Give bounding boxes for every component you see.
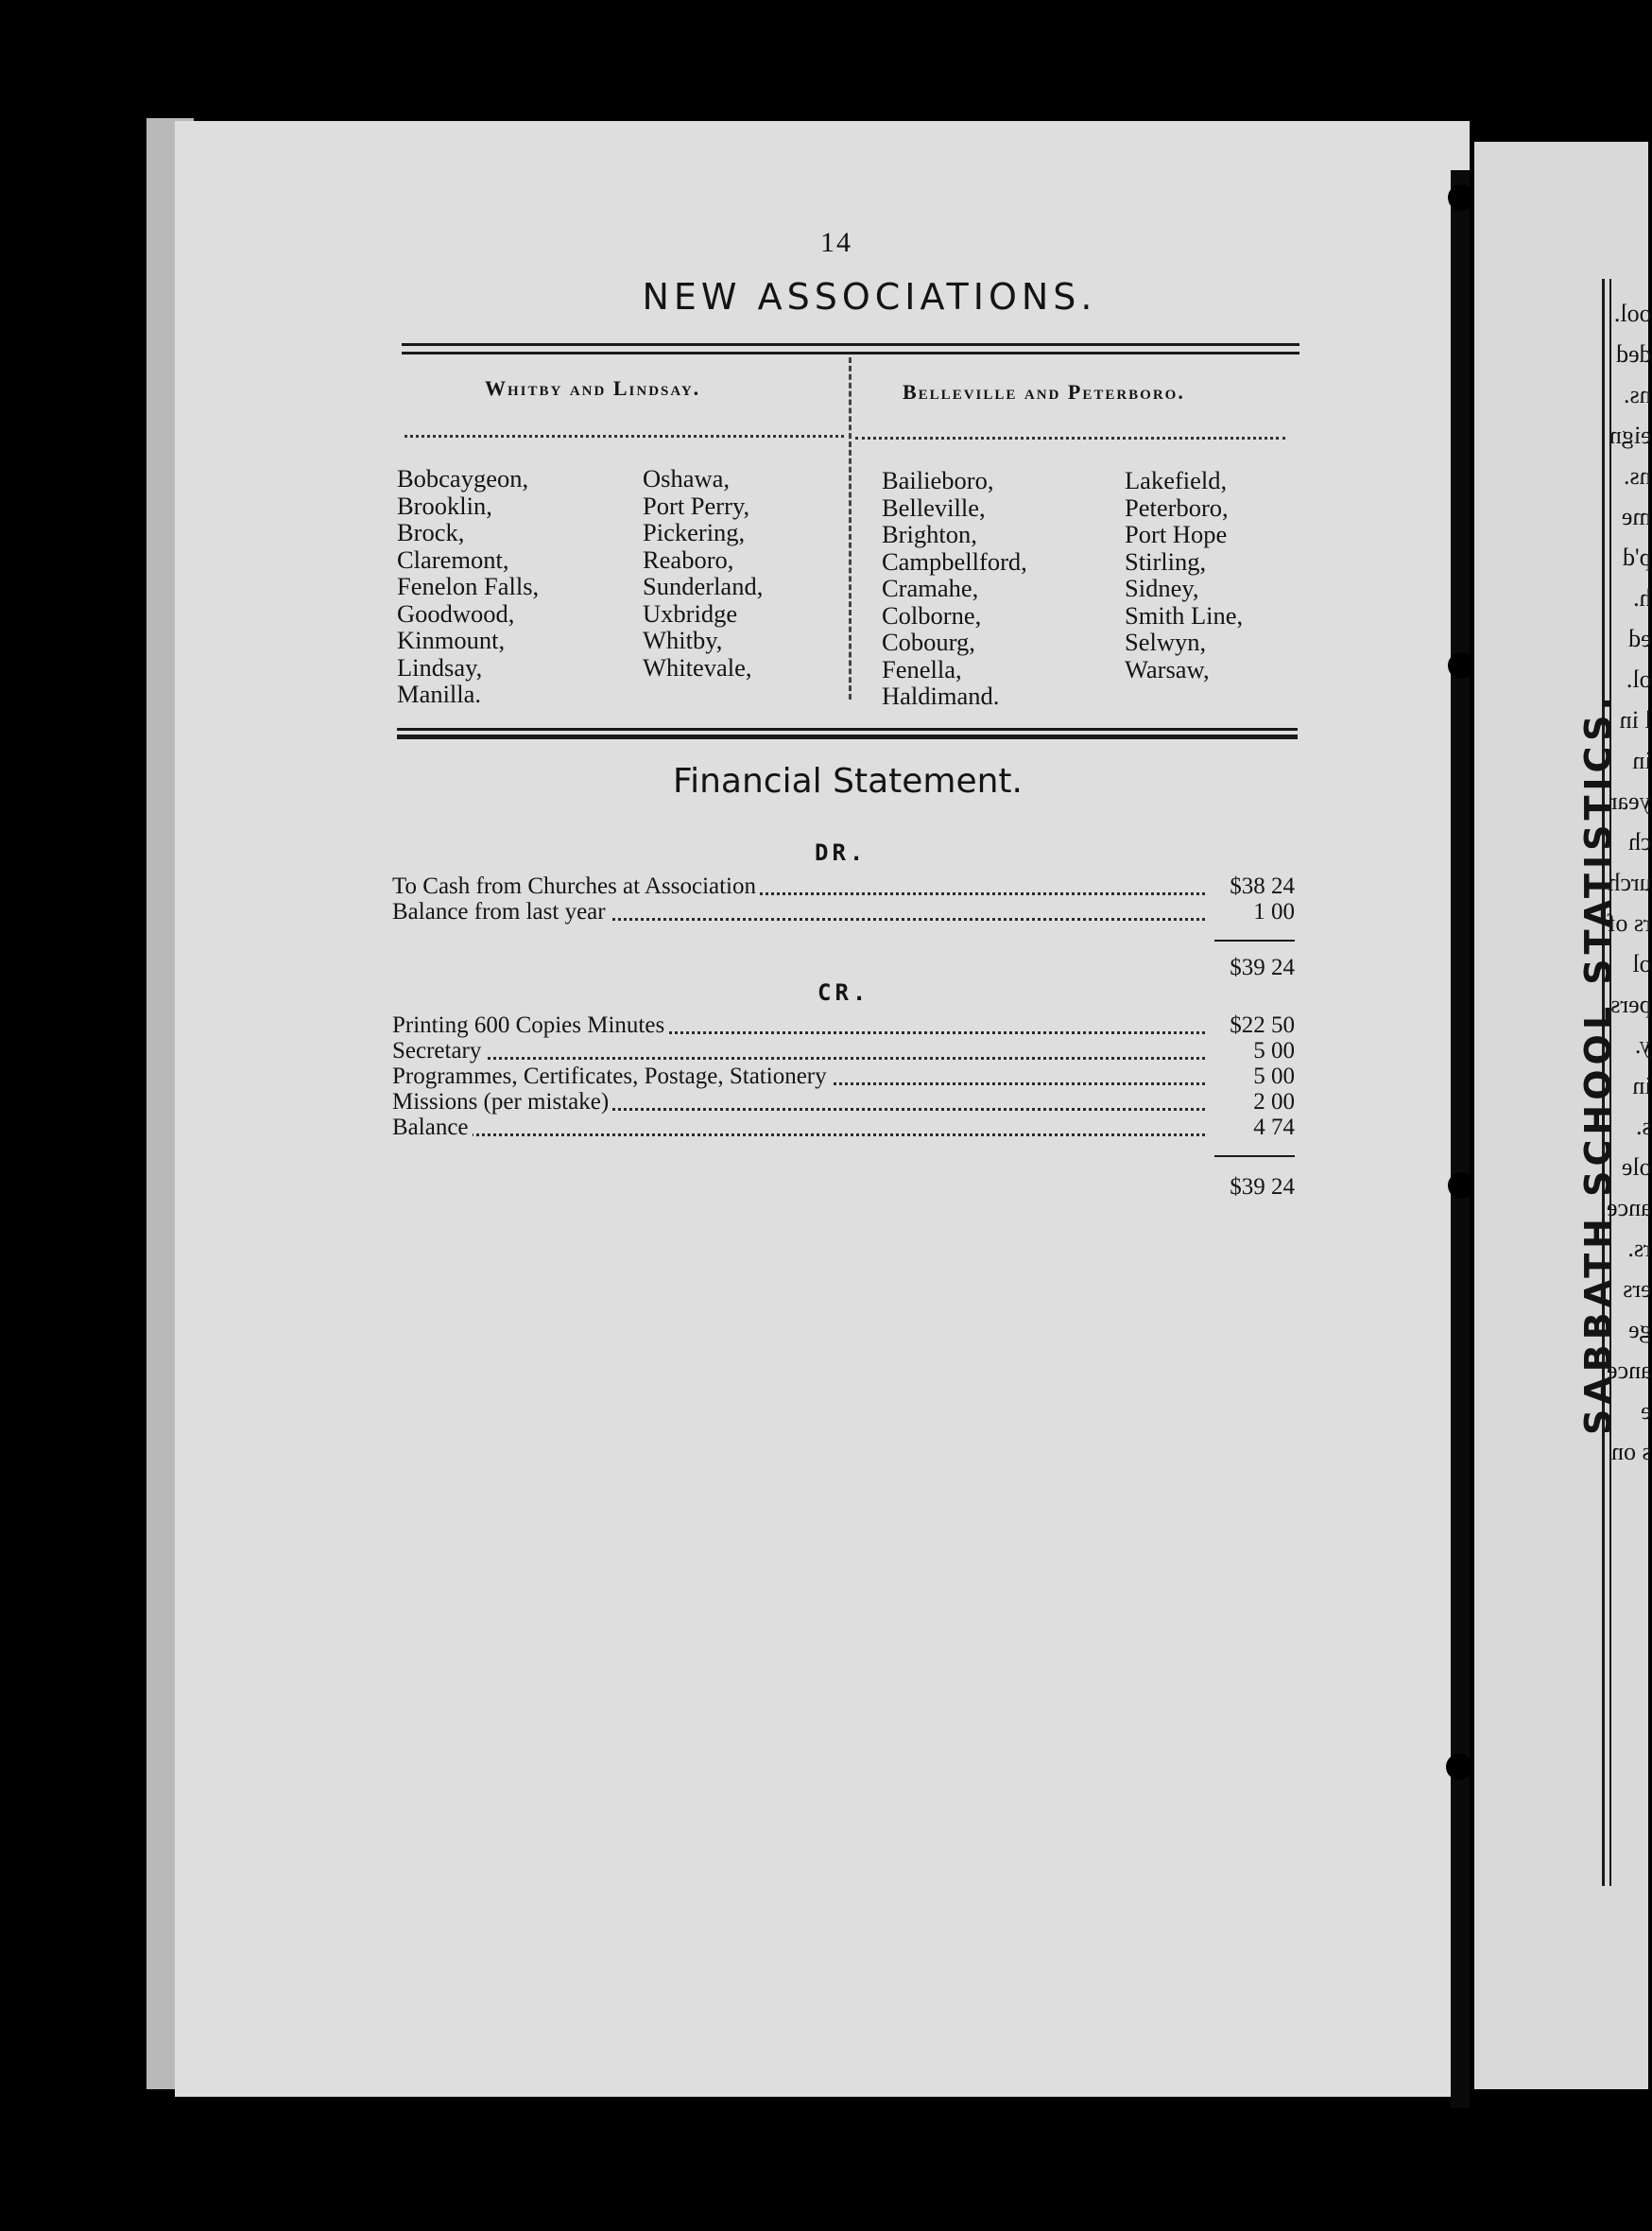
fragment: me xyxy=(1621,503,1652,530)
entry-label: Printing 600 Copies Minutes xyxy=(392,1012,668,1039)
town-list-belleville-peterboro-col2 xyxy=(1125,467,1243,683)
fragment: in xyxy=(1632,747,1652,774)
list-item: Whitevale, xyxy=(643,652,752,682)
credit-heading: CR. xyxy=(817,979,870,1006)
fragment: e xyxy=(1641,1397,1652,1425)
list-item: Stirling, xyxy=(1125,546,1207,576)
list-item: Port Perry, xyxy=(643,491,750,520)
entry-amount: 5 00 xyxy=(1210,1064,1295,1090)
fragment: ded xyxy=(1616,340,1652,368)
list-item: Colborne, xyxy=(882,600,982,630)
spine-hole-4 xyxy=(1446,1754,1472,1780)
fragment: y. xyxy=(1634,1031,1652,1059)
list-item: Bobcaygeon, xyxy=(397,464,529,493)
sabbath-school-statistics-title: SABBATH SCHOOL STATISTICS. xyxy=(1577,692,1619,1435)
list-item: Lakefield, xyxy=(1125,466,1228,494)
cr-row-3 xyxy=(392,1064,1295,1090)
list-item: Kinmount, xyxy=(397,626,506,654)
entry-label: Balance from last year xyxy=(392,899,610,925)
heading-dotted-rule-right xyxy=(855,437,1285,440)
town-list-belleville-peterboro-col1 xyxy=(882,467,1027,710)
page-number: 14 xyxy=(820,227,852,258)
town-list-whitby-lindsay-col2 xyxy=(643,465,763,681)
spine-hole-3 xyxy=(1448,1172,1474,1199)
debit-heading: DR. xyxy=(815,839,868,866)
list-item: Smith Line, xyxy=(1125,600,1244,630)
list-item: Port Hope xyxy=(1125,520,1228,548)
list-item: Manilla. xyxy=(397,680,482,708)
list-item: Uxbridge xyxy=(643,598,738,628)
title-double-rule-bottom xyxy=(402,352,1299,355)
fragment: ge xyxy=(1628,1316,1652,1343)
section-rule-thin xyxy=(397,728,1298,731)
list-item: Oshawa, xyxy=(643,464,730,493)
list-item: Brock, xyxy=(397,518,465,546)
town-list-whitby-lindsay-col1 xyxy=(397,465,539,708)
fragment: ance xyxy=(1607,1194,1652,1221)
title-double-rule-top xyxy=(402,343,1299,346)
entry-amount: $22 50 xyxy=(1210,1012,1295,1039)
entry-amount: 5 00 xyxy=(1210,1038,1295,1064)
list-item: Brooklin, xyxy=(397,491,492,520)
list-item: Reaboro, xyxy=(643,545,734,574)
association-heading-belleville-peterboro: Belleville and Peterboro. xyxy=(903,380,1185,404)
list-item: Lindsay, xyxy=(397,652,483,682)
list-item: Warsaw, xyxy=(1125,654,1210,683)
entry-label: Programmes, Certificates, Postage, Stationery xyxy=(392,1064,831,1090)
entry-label: Balance xyxy=(392,1115,473,1141)
financial-statement-title: Financial Statement. xyxy=(673,762,1023,801)
fragment: rs. xyxy=(1627,1235,1652,1262)
dr-row-2 xyxy=(392,899,1295,925)
cr-total: $39 24 xyxy=(1230,1174,1295,1200)
list-item: Whitby, xyxy=(643,626,723,654)
dot-leader xyxy=(392,1133,1205,1136)
cr-row-5 xyxy=(392,1115,1295,1141)
association-heading-whitby-lindsay: Whitby and Lindsay. xyxy=(485,376,701,400)
section-rule-thick xyxy=(397,735,1298,739)
list-item: Pickering, xyxy=(643,518,746,546)
list-item: Bailieboro, xyxy=(882,466,994,494)
list-item: Goodwood, xyxy=(397,598,515,628)
fragment: ol xyxy=(1632,950,1652,977)
cr-row-1 xyxy=(392,1012,1295,1039)
list-item: Belleville, xyxy=(882,493,986,522)
entry-amount: $38 24 xyxy=(1210,873,1295,900)
entry-amount: 2 00 xyxy=(1210,1089,1295,1116)
fragment: eign xyxy=(1609,422,1652,449)
dr-total: $39 24 xyxy=(1230,955,1295,980)
list-item: Haldimand. xyxy=(882,682,1000,710)
facing-page-fragments xyxy=(1607,293,1652,1472)
fragment: ers xyxy=(1623,1275,1652,1303)
spine-hole-1 xyxy=(1448,184,1474,211)
list-item: Claremont, xyxy=(397,545,509,574)
list-item: Fenella, xyxy=(882,654,962,683)
fragment: ance xyxy=(1607,1357,1652,1384)
fragment: l in xyxy=(1619,706,1652,734)
spine-hole-2 xyxy=(1448,652,1474,679)
list-item: Campbellford, xyxy=(882,546,1027,576)
fragment: year xyxy=(1609,787,1652,815)
list-item: Cramahe, xyxy=(882,574,979,602)
dot-leader xyxy=(392,1057,1205,1060)
cr-row-4 xyxy=(392,1089,1295,1116)
dr-row-1 xyxy=(392,873,1295,900)
list-item: Selwyn, xyxy=(1125,628,1207,656)
list-item: Peterboro, xyxy=(1125,493,1229,522)
list-item: Cobourg, xyxy=(882,628,975,656)
fragment: ed xyxy=(1628,625,1652,652)
fragment: ch xyxy=(1628,828,1652,856)
dr-total-rule xyxy=(1214,940,1295,942)
entry-label: Secretary xyxy=(392,1038,485,1064)
fragment: ole xyxy=(1621,1153,1652,1181)
fragment: ool. xyxy=(1613,300,1652,327)
fragment: ns. xyxy=(1624,381,1652,408)
fragment: s on xyxy=(1611,1438,1652,1465)
fragment: p'd xyxy=(1622,544,1652,571)
list-item: Sidney, xyxy=(1125,574,1199,602)
entry-amount: 4 74 xyxy=(1210,1115,1295,1141)
list-item: Sunderland, xyxy=(643,572,764,600)
entry-amount: 1 00 xyxy=(1210,899,1295,925)
fragment: ns. xyxy=(1624,462,1652,490)
fragment: s. xyxy=(1636,1113,1652,1140)
entry-label: Missions (per mistake) xyxy=(392,1089,612,1116)
list-item: Fenelon Falls, xyxy=(397,572,540,600)
fragment: ol. xyxy=(1626,666,1652,693)
heading-dotted-rule-left xyxy=(404,435,844,438)
fragment: rs of xyxy=(1607,909,1652,937)
fragment: in xyxy=(1632,1072,1652,1099)
list-item: Brighton, xyxy=(882,520,977,548)
fragment: urch xyxy=(1608,869,1652,896)
book-spine xyxy=(1451,170,1470,2108)
page-title: NEW ASSOCIATIONS. xyxy=(642,276,1097,318)
entry-label: To Cash from Churches at Association xyxy=(392,873,760,900)
fragment: h. xyxy=(1633,584,1652,612)
column-divider xyxy=(849,357,852,700)
cr-total-rule xyxy=(1214,1155,1295,1157)
cr-row-2 xyxy=(392,1038,1295,1064)
fragment: pers xyxy=(1610,991,1652,1018)
